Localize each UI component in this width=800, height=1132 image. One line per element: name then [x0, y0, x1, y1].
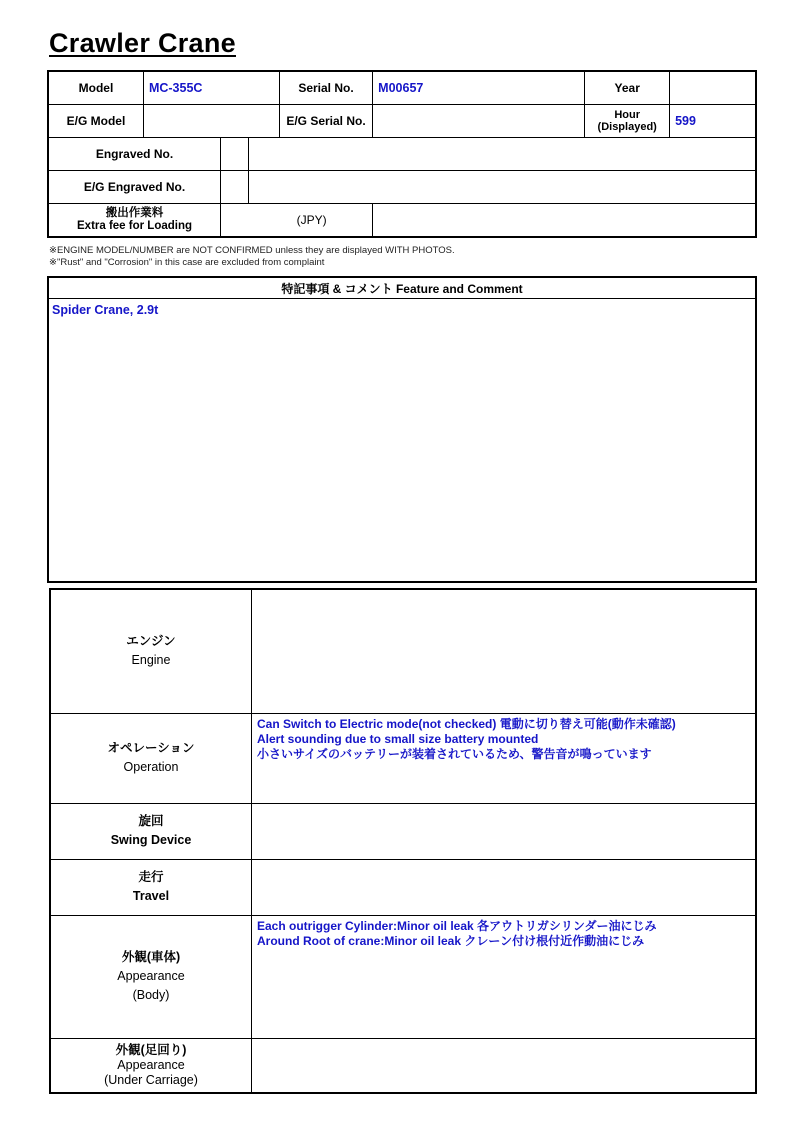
swing-label-jp: 旋回 — [138, 814, 164, 828]
notes — [49, 245, 455, 269]
operation-line-2: Alert sounding due to small size battery mounted — [257, 731, 539, 746]
loading-label-en: Extra fee for Loading — [77, 220, 193, 232]
page-title: Crawler Crane — [49, 28, 236, 58]
engraved-small-cell — [221, 138, 249, 171]
swing-content — [252, 803, 757, 859]
loading-label — [48, 204, 221, 238]
header-table — [47, 70, 757, 238]
engine-label — [50, 589, 252, 713]
operation-label — [50, 713, 252, 803]
operation-line-3: 小さいサイズのバッテリーが装着されているため、警告音が鳴っています — [257, 746, 652, 761]
body-line-1: Each outrigger Cylinder:Minor oil leak 各アウトリガシリンダー油にじみ — [257, 918, 657, 933]
eg-engraved-value — [248, 171, 756, 204]
engraved-label: Engraved No. — [48, 138, 221, 171]
year-label: Year — [585, 71, 670, 105]
engine-label-jp: エンジン — [126, 634, 176, 649]
body-label-en1: Appearance — [117, 969, 185, 983]
model-value: MC-355C — [143, 71, 279, 105]
eg-engraved-label: E/G Engraved No. — [48, 171, 221, 204]
body-label — [50, 915, 252, 1038]
note-engine: ※ENGINE MODEL/NUMBER are NOT CONFIRMED unless they are displayed WITH PHOTOS. — [49, 245, 455, 256]
body-line-2: Around Root of crane:Minor oil leak クレーン付け根付近作動油にじみ — [257, 933, 645, 948]
travel-label-jp: 走行 — [138, 870, 164, 884]
feature-text: Spider Crane, 2.9t — [52, 303, 159, 317]
loading-label-jp: 搬出作業料 — [105, 207, 164, 219]
engraved-value — [248, 138, 756, 171]
engine-label-en: Engine — [131, 653, 171, 668]
travel-label — [50, 859, 252, 915]
eg-serial-value — [373, 105, 585, 138]
under-content — [252, 1038, 757, 1093]
feature-heading: 特記事項 & コメント Feature and Comment — [48, 277, 756, 299]
serial-label: Serial No. — [279, 71, 372, 105]
under-label-jp: 外観(足回り) — [115, 1042, 187, 1057]
hour-value: 599 — [670, 105, 756, 138]
feature-body — [48, 299, 756, 583]
under-label-en1: Appearance — [117, 1057, 185, 1072]
operation-label-en: Operation — [123, 760, 179, 774]
model-label: Model — [48, 71, 143, 105]
inspection-table — [49, 588, 757, 1094]
operation-label-jp: オペレーション — [107, 741, 195, 755]
loading-currency: (JPY) — [296, 213, 327, 227]
hour-label-line2: (Displayed) — [597, 121, 657, 133]
body-label-en2: (Body) — [132, 988, 170, 1002]
swing-label-en: Swing Device — [110, 833, 192, 847]
engine-content — [252, 589, 757, 713]
feature-comment-table — [47, 276, 757, 583]
note-rust: ※"Rust" and "Corrosion" in this case are excluded from complaint — [49, 257, 325, 268]
hour-label — [585, 105, 670, 138]
operation-line-1: Can Switch to Electric mode(not checked) 電動に切り替え可能(動作未確認) — [257, 716, 676, 731]
body-content — [252, 915, 757, 1038]
loading-fee-value — [221, 204, 373, 238]
hour-label-line1: Hour — [614, 109, 641, 121]
under-label — [50, 1038, 252, 1093]
eg-model-value — [143, 105, 279, 138]
body-label-jp: 外観(車体) — [121, 950, 181, 964]
under-label-en2: (Under Carriage) — [104, 1072, 198, 1087]
eg-serial-label: E/G Serial No. — [279, 105, 372, 138]
travel-content — [252, 859, 757, 915]
travel-label-en: Travel — [132, 889, 170, 903]
operation-content — [252, 713, 757, 803]
serial-value: M00657 — [373, 71, 585, 105]
loading-fee-blank — [373, 204, 756, 238]
eg-engraved-small-cell — [221, 171, 249, 204]
year-value — [670, 71, 756, 105]
eg-model-label: E/G Model — [48, 105, 143, 138]
swing-label — [50, 803, 252, 859]
